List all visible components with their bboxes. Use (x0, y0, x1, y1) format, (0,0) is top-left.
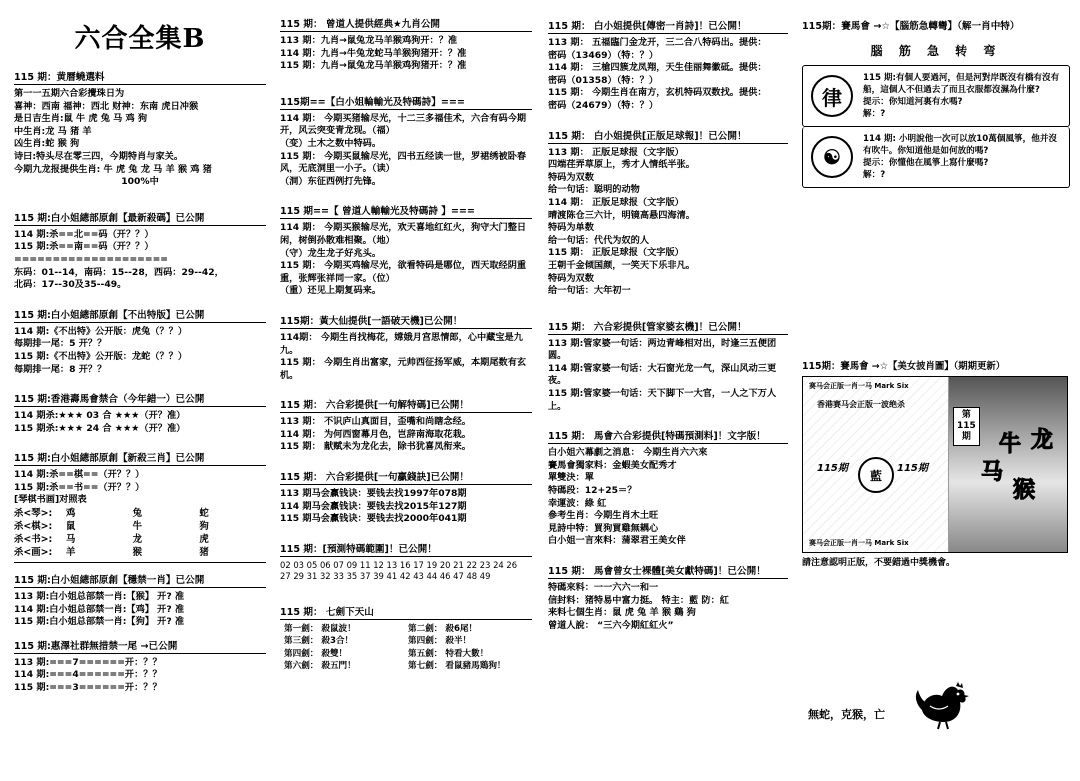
shi-heading: 115 期： 白小姐提供[傳密一肖詩]！已公開！ (548, 18, 788, 34)
huangli-section (14, 69, 266, 189)
photo-big-char: 猴 (1013, 477, 1036, 503)
shi-line: 113 期： 五福臨门金龙开，三二合八特码出。提供： (548, 37, 767, 48)
column-4 (802, 0, 1070, 763)
jinyixiao-line: 114 期:白小姐总部禁一肖:【鸡】 开? 准 (14, 603, 185, 615)
daoren-lun-line: 115 期： 今期买鸡输尽光，欲看特码是哪位，西天取经阴重重，张辉张祥同一家。（位） (280, 260, 527, 284)
riddle-hint: 提示：你知道河裏有水嗎? (863, 97, 963, 107)
xiaojie-lun-line: 114 期： 今期买猪输尽光，十二三多福佳术，六合有码今期开，风云突变青龙现。（福） (280, 112, 527, 137)
column-1 (14, 0, 266, 763)
qinqi-label: 杀<书>: (14, 534, 53, 546)
photo-tag-bottom: 赛马会正版一肖一马 Mark Six (809, 539, 909, 547)
qinqi-cell: 狗 (199, 521, 209, 533)
shi-line: 密码（24679）（特：？） (548, 99, 659, 111)
shaxiao-region: 东码：01--14，南码：15--28，西码：29--42， (14, 266, 224, 278)
xiaojie-lun-line: 115 期： 今期买鼠输尽光，四书五经读一世，罗裙绣被卧春风，无底洞里一小子。（读） (280, 150, 527, 175)
photo-seal: 藍 (858, 457, 894, 493)
daoren-heading: 115 期： 曾道人提供經典★九肖公開 (280, 16, 532, 32)
zuqiu-line: 特码为单数 (548, 222, 594, 234)
photo-big-char: 龙 (1031, 427, 1054, 453)
jincai-heading: 115 期:香港壽馬會禁合（今年錯一）已公開 (14, 391, 266, 407)
yuce-numbers: 27 29 31 32 33 35 37 39 41 42 43 44 46 47 48 49 (280, 571, 491, 582)
qinqi-cell: 龙 (132, 534, 143, 546)
shaxiao-line: ==================== (14, 253, 168, 265)
yiwei-line: 113 期:===7======开：？？ (14, 656, 162, 668)
yiwei-heading: 115 期:惠澤社群無措禁一尾 →已公開 (14, 638, 266, 654)
huangli-line: 第一一五期六合彩攪珠日为 (14, 88, 125, 99)
sanxiao-heading: 115 期:白小姐總部原創【新殺三肖】已公開 (14, 450, 266, 466)
guanjia-section (548, 319, 788, 414)
shaxiao-line: 115 期:杀==南==码（开？？） (14, 241, 154, 253)
qinqi-row (14, 520, 266, 533)
mahui-beauty-line: 来料七個生肖：鼠 虎 兔 羊 猴 鷄 狗 (548, 607, 696, 619)
law-seal-icon: 律 (811, 75, 853, 117)
qijian-item: 第七劍： 看鼠豬馬鶏狗！ (408, 661, 506, 672)
yiwei-line: 114 期:===4======开：？？ (14, 669, 162, 681)
column-3 (548, 0, 788, 781)
mahui-line: 幸運波：綠 紅 (548, 497, 607, 509)
qijian-item: 第四劍： 殺雙！ (284, 648, 348, 659)
qijian-section (280, 604, 532, 673)
zuqiu-line: 特码为双数 (548, 171, 594, 183)
qinqi-cell: 鸡 (66, 508, 76, 520)
rooster-icon (914, 680, 970, 730)
buchute-line: 每期排一尾：5 开？？ (14, 338, 107, 350)
qinqi-row (14, 533, 266, 546)
buchute-line: 115 期:《不出特》公开版：龙蛇（？？） (14, 350, 188, 362)
daoren-section (280, 16, 532, 73)
qinqi-cell: 鼠 (66, 521, 76, 533)
liuhe-yiju-heading: 115 期： 六合彩提供[一句解特碼]已公開！ (280, 397, 532, 413)
riddle-banner: 115期：賽馬會 →☆【腦筋急轉彎】（解一肖中特） (802, 21, 1020, 32)
jincai-line: 114 期杀:★★★ 03 合 ★★★（开？准） (14, 410, 186, 422)
liuhe-yiju-line: 113 期： 不识庐山真面目，歪嘴和尚瞎念经。 (280, 416, 471, 428)
huangli-line: 诗曰:特头尽在零三四，今期特肖与家关。 (14, 150, 184, 162)
riddle-answer: 解：? (863, 109, 886, 119)
liuhe-qian-line: 114 期马会赢钱诀：要钱去找2015年127期 (280, 500, 467, 512)
riddle-box (802, 65, 1070, 127)
daoren-line: 113 期：九肖→鼠兔龙马羊猴鸡狗开：？准 (280, 35, 458, 46)
daoren-line: 115 期：九肖→鼠兔龙马羊猴鸡狗猪开：？准 (280, 60, 467, 72)
qinqi-label: 杀<琴>: (14, 508, 53, 520)
photo-banner: 115期：賽馬會 →☆【美女披肖圖】（期期更新） (802, 361, 1006, 372)
qijian-grid (280, 623, 532, 673)
mahui-line: 見詩中特：買狗買雞無耦心 (548, 522, 659, 534)
qijian-item: 第四劍： 殺半！ (408, 636, 472, 647)
daoren-lun-section (280, 203, 532, 298)
shaxiao-section (14, 210, 266, 292)
qinqi-table-title: [琴棋书画]对照表 (14, 494, 87, 506)
buchute-section (14, 307, 266, 376)
shaxiao-line: 114 期:杀==北==码（开？？） (14, 228, 154, 240)
photo-issue-label: 第 (961, 410, 971, 420)
liuhe-qian-line: 115 期马会赢钱诀：要钱去找2000年041期 (280, 513, 467, 525)
xiaojie-lun-line: （变）土木之数中特码。 (280, 137, 382, 149)
qinqi-label: 杀<棋>: (14, 521, 53, 533)
qinqi-table (14, 494, 266, 563)
zuqiu-line: 王朝千金倾国颜，一笑天下乐非凡。 (548, 259, 695, 271)
riddle-answer: 解：? (863, 170, 886, 180)
qijian-item: 第五劍： 特看大數！ (408, 648, 489, 659)
huangdaxian-section (280, 313, 532, 382)
guanjia-line: 114 期:管家婆一句话：大石窗光龙一气，深山风动三更夜。 (548, 362, 777, 387)
jinyixiao-line: 113 期:白小姐总部禁一肖:【猴】 开? 准 (14, 591, 185, 603)
photo-issue-number: 115 (957, 421, 976, 431)
mahui-heading: 115 期： 馬會六合彩提供[特碼預測料]！文字版！ (548, 428, 788, 444)
mahui-beauty-heading: 115 期： 馬會曾女士裸體[美女獻特碼]！已公開！ (548, 563, 788, 579)
qinqi-cell: 羊 (66, 547, 76, 559)
liuhe-qian-line: 113 期马会赢钱诀：要钱去找1997年078期 (280, 488, 467, 500)
daoren-lun-line: 114 期： 今期买猴输尽光，欢天喜地红红火，狗守大门整日闲，树倒孙散难相聚。（地） (280, 222, 527, 246)
column-2 (280, 0, 532, 779)
bottom-motto: 無蛇，克猴，亡 (808, 708, 885, 721)
riddle-hint: 提示：你懂他在風箏上寫什麼嗎? (863, 158, 989, 168)
guanjia-line: 115 期:管家婆一句话：天下脚下一大官，一人之下万人上。 (548, 388, 777, 412)
xiaojie-lun-section (280, 94, 532, 189)
huangli-line: 今期九龙报提供生肖: 牛 虎 兔 龙 马 羊 猴 鸡 猪 (14, 163, 212, 175)
daoren-lun-line: （重）还见上期复码来。 (280, 285, 382, 297)
qinqi-cell: 虎 (199, 534, 209, 546)
shi-section (548, 18, 788, 113)
shi-line: 114 期： 三槍四簇龙凤翔，天生佳丽舞徽砥。提供： (548, 62, 767, 74)
sanxiao-section (14, 450, 266, 563)
guanjia-heading: 115 期： 六合彩提供[管家婆玄機]！已公開！ (548, 319, 788, 335)
liuhe-yiju-section (280, 397, 532, 454)
authenticity-note: 請注意認明正版，不要錯過中獎機會。 (802, 558, 956, 568)
qinqi-cell: 牛 (132, 521, 143, 533)
jinyixiao-section (14, 572, 266, 629)
huangdaxian-line: 115 期： 今期生肖出富家，元帅西征扬军威，本期尾数有玄机。 (280, 357, 527, 381)
liuhe-qian-heading: 115 期： 六合彩提供[一句贏錢訣]已公開！ (280, 469, 532, 485)
mahui-line: 特碼段：12+25＝？ (548, 485, 637, 497)
mahui-line: 參考生肖：今期生肖木土旺 (548, 510, 659, 522)
huangli-line: 中生肖:龙 马 猪 羊 (14, 125, 92, 137)
mahui-line: 賽馬會獨家料：金蝦美女配秀才 (548, 459, 677, 471)
photo-big-char: 马 (981, 459, 1004, 485)
mahui-line: 單雙決：單 (548, 472, 594, 484)
yuce-section (280, 541, 532, 583)
yuce-numbers: 02 03 05 06 07 09 11 12 13 16 17 19 20 21 22 23 24 26 (280, 559, 518, 570)
jincai-line: 115 期杀:★★★ 24 合 ★★★（开？准） (14, 422, 186, 434)
liuhe-yiju-line: 115 期： 献赋未为龙化去，除书犹喜凤衔来。 (280, 441, 471, 453)
buchute-line: 每期排一尾：8 开？？ (14, 363, 107, 375)
qijian-item: 第一劍： 殺鼠波！ (284, 623, 356, 634)
photo-tag: 赛马会正版一肖一马 Mark Six (809, 382, 909, 390)
shi-line: 115 期： 今期生肖在南方，玄机特码双数找。提供： (548, 87, 767, 99)
daoren-lun-line: （守）龙生龙子好兆头。 (280, 247, 382, 259)
shaxiao-heading: 115 期:白小姐總部原創【最新殺碼】已公開 (14, 210, 266, 226)
photo-issue-unit: 期 (961, 432, 971, 442)
riddle-question: 115 期:有個人要過河，但是河對岸既沒有橋有沒有船，這個人不但過去了而且衣服都沒濕為什麼? (863, 73, 1060, 95)
riddle-text (863, 133, 1061, 181)
sanxiao-line: 115 期:杀==书==（开？？） (14, 481, 145, 493)
beauty-zodiac-picture (802, 376, 1068, 553)
qinqi-cell: 马 (66, 534, 76, 546)
riddle-question: 114 期: 小明說他一次可以放10萬個風箏，他并沒有吹牛。你知道他是如何放的嗎? (863, 134, 1058, 156)
xiaojie-lun-line: （洞）东征西例打先锋。 (280, 175, 382, 187)
buchute-line: 114 期:《不出特》公开版：虎兔（？？） (14, 325, 188, 337)
qijian-item: 第二劍： 殺6尾！ (408, 623, 478, 634)
zuqiu-line: 115 期： 正版足球报（文字版） (548, 247, 684, 259)
riddle-title: 腦 筋 急 转 弯 (870, 44, 1002, 58)
zuqiu-line: 四端荏弄草原上，秀才人情纸半张。 (548, 159, 695, 171)
yiwei-section (14, 638, 266, 695)
zuqiu-line: 晴渡陈仓三六计，明镜高悬四海清。 (548, 209, 695, 221)
huangdaxian-line: 114期： 今期生肖找梅花，嫦娥月宫思情郎，心中藏宝是九九。 (280, 331, 523, 356)
xiaojie-lun-heading: 115期==【白小姐輪輸光及特碼詩】=== (280, 94, 532, 110)
buchute-heading: 115 期:白小姐總部原創【不出特版】已公開 (14, 307, 266, 323)
mahui-beauty-line: 信封料：猪特易中富力挺。 特主：藍 防：紅 (548, 594, 729, 606)
photo-header: 香港赛马会正版一波绝杀 (817, 400, 905, 409)
zuqiu-section (548, 128, 788, 298)
zuqiu-line: 给一句话：大年初一 (548, 285, 631, 297)
shi-line: 密码（13469）（特：？） (548, 49, 659, 61)
liuhe-yiju-line: 114 期： 为何西窗幕月色，岂辞南海取花栽。 (280, 428, 471, 440)
qinqi-cell: 蛇 (199, 508, 209, 520)
zuqiu-line: 特码为双数 (548, 272, 594, 284)
zuqiu-line: 113 期： 正版足球报（文字版） (548, 146, 684, 158)
huangli-heading: 115 期：黄曆蟯選料 (14, 69, 266, 85)
mahui-beauty-section (548, 563, 788, 632)
qijian-item: 第六劍： 殺五門！ (284, 661, 356, 672)
riddle-box (802, 127, 1070, 188)
photo-portrait (949, 377, 1067, 552)
mahui-line: 白小姐一言來料：蒲翠君王美女伴 (548, 535, 686, 547)
photo-side-right: 115期 (897, 463, 928, 474)
page-title: 六合全集B (74, 24, 206, 54)
huangdaxian-heading: 115期：黃大仙提供[一語破天機]已公開！ (280, 313, 532, 329)
sanxiao-line: 114 期:杀==棋==（开？？） (14, 469, 145, 481)
liuhe-qian-section (280, 469, 532, 526)
qijian-heading: 115 期： 七劍下天山 (280, 604, 532, 620)
qinqi-cell: 兔 (132, 508, 143, 520)
jinyixiao-heading: 115 期:白小姐總部原創【穩禁一肖】已公開 (14, 572, 266, 588)
photo-issue-box (953, 407, 980, 446)
zuqiu-heading: 115 期： 白小姐提供[正版足球報]！已公開！ (548, 128, 788, 144)
huangli-line: 100%中 (121, 176, 159, 188)
huangli-line: 凶生肖:蛇 猴 狗 (14, 138, 80, 150)
qinqi-label: 杀<画>: (14, 547, 53, 559)
shi-line: 密码（01358）（特：？） (548, 74, 659, 86)
qijian-item: 第三劍： 殺3合！ (284, 636, 354, 647)
photo-side-left: 115期 (817, 463, 848, 474)
zuqiu-line: 给一句话：代代为奴的人 (548, 234, 650, 246)
mahui-line: 白小姐六幕劇之消息： 今期生肖六六來 (548, 447, 708, 459)
huangli-line: 是日吉生肖:鼠 牛 虎 兔 马 鸡 狗 (14, 113, 148, 125)
qinqi-row (14, 507, 266, 520)
photo-big-char: 牛 (999, 431, 1022, 457)
qinqi-cell: 猪 (199, 547, 209, 559)
mahui-beauty-line: 特碼來料：一一六六一和一 (548, 582, 659, 593)
daoren-line: 114 期：九肖→牛兔龙蛇马羊猴狗猪开：？准 (280, 47, 467, 59)
jincai-section (14, 391, 266, 435)
qinqi-row (14, 546, 266, 559)
shaxiao-region: 北码：17--30及35--49。 (14, 279, 127, 291)
zuqiu-line: 给一句话：聪明的动物 (548, 184, 640, 196)
mahui-section (548, 428, 788, 548)
huangli-line: 喜神：西南 福神：西北 财神：东南 虎日冲猴 (14, 100, 199, 112)
mahui-beauty-line: 曾道人說： “三六今期紅紅火” (548, 619, 674, 631)
yuce-heading: 115 期：[預測特碼範圍]！已公開！ (280, 541, 532, 557)
zuqiu-line: 114 期： 正版足球报（文字版） (548, 196, 684, 208)
daoren-lun-heading: 115 期==【 曾道人輸輸光及特碼詩 】=== (280, 203, 532, 219)
riddle-text (863, 72, 1061, 120)
jinyixiao-line: 115 期:白小姐总部禁一肖:【狗】 开? 准 (14, 616, 185, 628)
yin-yang-icon: ☯ (811, 136, 853, 178)
yiwei-line: 115 期:===3======开：？？ (14, 682, 162, 694)
qinqi-cell: 猴 (132, 547, 143, 559)
guanjia-line: 113 期:管家婆一句话：两边青峰相对出，时逢三五便团圆。 (548, 337, 777, 362)
